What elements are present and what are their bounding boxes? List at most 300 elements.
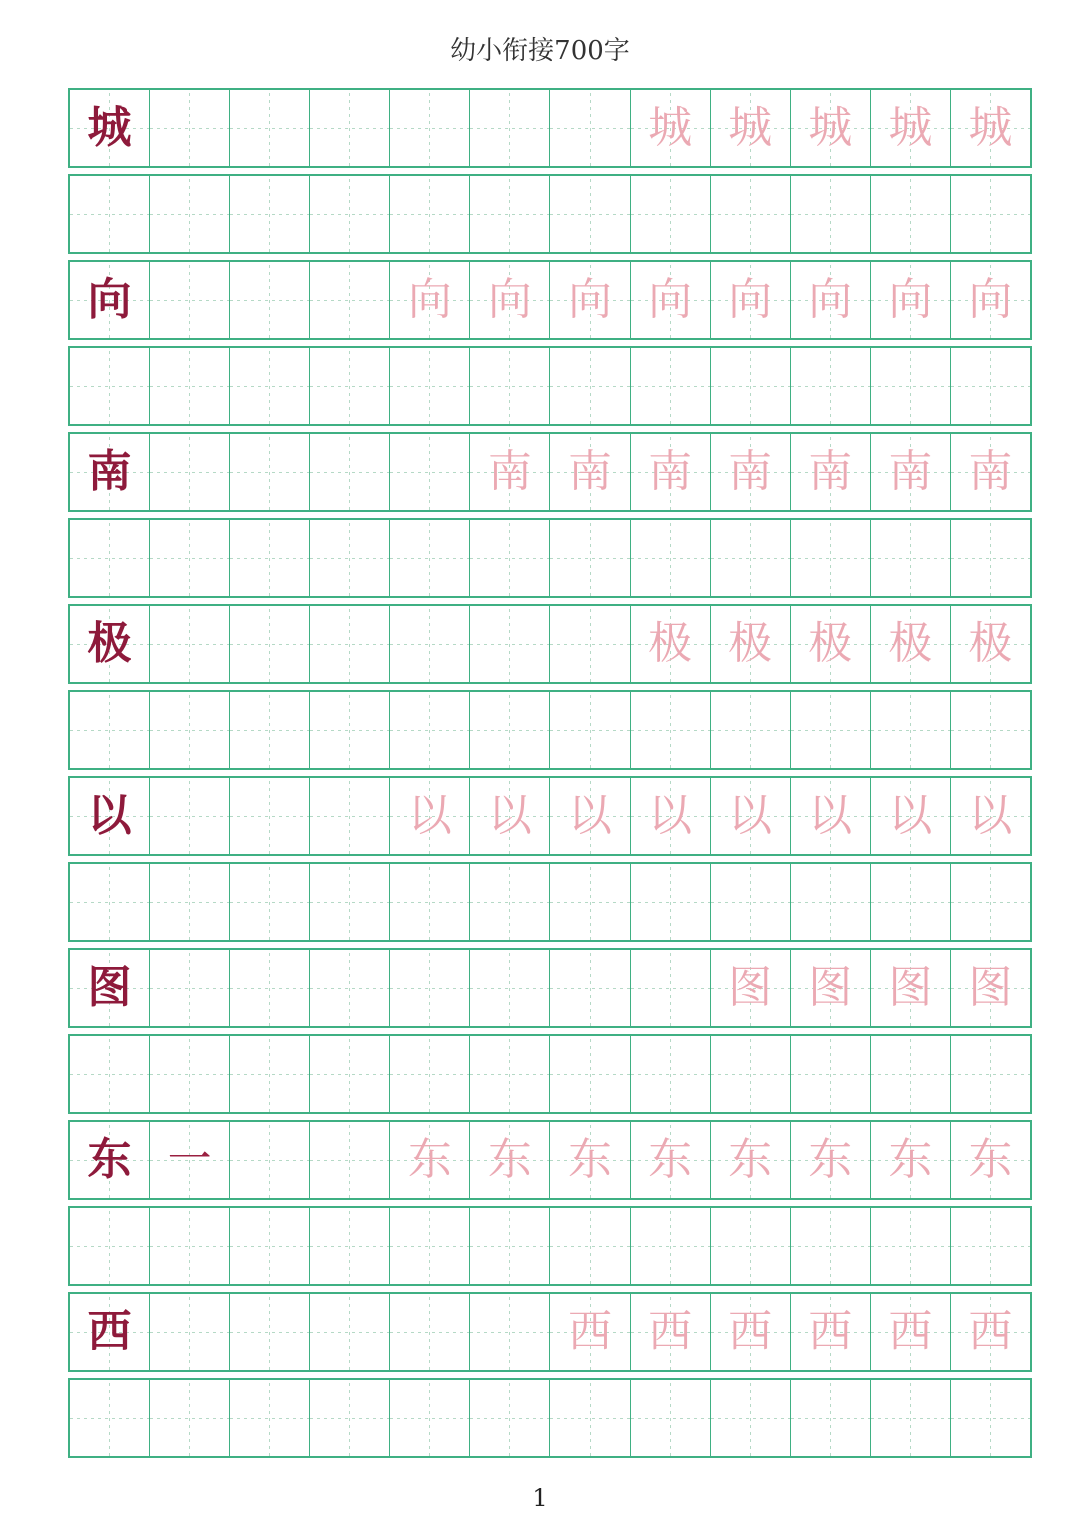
practice-cell[interactable] [871, 520, 951, 596]
stroke-order-row [68, 1292, 1032, 1372]
practice-cell[interactable] [150, 1036, 230, 1112]
practice-cell[interactable] [871, 348, 951, 424]
stroke-order-row [68, 776, 1032, 856]
main-char: 城 [87, 102, 132, 153]
stroke-step-char [230, 606, 309, 682]
stroke-step-char: 南 [568, 446, 612, 497]
stroke-step-cell [230, 778, 310, 854]
practice-cell[interactable] [791, 692, 871, 768]
stroke-step-char: 以 [888, 790, 933, 841]
stroke-step-cell [711, 90, 791, 166]
stroke-step-char [310, 1294, 389, 1370]
practice-cell[interactable] [150, 176, 230, 252]
stroke-step-cell [791, 950, 871, 1026]
stroke-step-char: 一 [167, 1134, 212, 1185]
stroke-step-cell [150, 950, 230, 1026]
stroke-step-cell [951, 778, 1030, 854]
stroke-step-cell [711, 262, 791, 338]
stroke-step-cell [470, 1122, 550, 1198]
practice-cell[interactable] [150, 1208, 230, 1284]
stroke-step-cell [470, 778, 550, 854]
stroke-step-char [470, 950, 549, 1026]
stroke-step-char [550, 90, 629, 166]
practice-cell[interactable] [230, 520, 310, 596]
practice-cell[interactable] [150, 864, 230, 940]
practice-cell[interactable] [230, 692, 310, 768]
stroke-step-char [150, 606, 229, 682]
stroke-step-cell [550, 90, 630, 166]
practice-cell[interactable] [951, 1208, 1030, 1284]
practice-cell[interactable] [390, 1380, 470, 1456]
practice-cell[interactable] [631, 1208, 711, 1284]
stroke-step-cell [871, 606, 951, 682]
stroke-step-char: 城 [648, 102, 693, 153]
stroke-step-char [390, 606, 469, 682]
stroke-step-cell [390, 1294, 470, 1370]
practice-row [68, 346, 1032, 426]
practice-cell[interactable] [310, 1036, 390, 1112]
stroke-step-char: 东 [888, 1134, 933, 1185]
practice-cell[interactable] [470, 864, 550, 940]
practice-cell[interactable] [711, 348, 791, 424]
stroke-step-char [310, 950, 389, 1026]
practice-cell[interactable] [631, 1036, 711, 1112]
stroke-step-cell [550, 1122, 630, 1198]
stroke-step-char [150, 90, 229, 166]
stroke-order-row [68, 1120, 1032, 1200]
practice-cell[interactable] [470, 1380, 550, 1456]
practice-cell[interactable] [871, 1036, 951, 1112]
practice-cell[interactable] [470, 692, 550, 768]
stroke-step-cell [951, 1122, 1030, 1198]
main-char-cell [70, 778, 150, 854]
practice-cell[interactable] [230, 864, 310, 940]
practice-row [68, 862, 1032, 942]
practice-cell[interactable] [951, 176, 1030, 252]
stroke-step-cell [230, 606, 310, 682]
stroke-step-cell [631, 434, 711, 510]
stroke-step-char: 城 [968, 102, 1013, 153]
stroke-step-char: 城 [888, 102, 933, 153]
practice-grid [68, 88, 1032, 1464]
practice-cell[interactable] [310, 1380, 390, 1456]
stroke-step-char: 南 [648, 446, 693, 497]
stroke-step-cell [791, 434, 871, 510]
practice-cell[interactable] [550, 1208, 630, 1284]
stroke-step-cell [791, 262, 871, 338]
stroke-step-cell [951, 606, 1030, 682]
stroke-step-cell [711, 778, 791, 854]
stroke-step-char [230, 1122, 309, 1198]
stroke-step-cell [951, 1294, 1030, 1370]
stroke-step-char [230, 90, 309, 166]
stroke-step-char: 西 [968, 1306, 1013, 1357]
stroke-step-char: 向 [568, 274, 612, 325]
practice-cell[interactable] [791, 348, 871, 424]
stroke-step-char: 极 [728, 618, 773, 669]
practice-cell[interactable] [951, 520, 1030, 596]
practice-cell[interactable] [390, 348, 470, 424]
practice-cell[interactable] [711, 1208, 791, 1284]
practice-cell[interactable] [871, 692, 951, 768]
practice-cell[interactable] [631, 1380, 711, 1456]
practice-row [68, 690, 1032, 770]
stroke-step-cell [470, 434, 550, 510]
practice-cell[interactable] [550, 176, 630, 252]
main-char: 以 [87, 790, 132, 841]
stroke-step-char: 极 [968, 618, 1013, 669]
stroke-step-cell [310, 90, 390, 166]
stroke-step-cell [550, 434, 630, 510]
main-char: 向 [87, 274, 132, 325]
stroke-step-char [550, 950, 629, 1026]
stroke-step-cell [631, 950, 711, 1026]
stroke-step-cell [871, 90, 951, 166]
main-char-cell [70, 950, 150, 1026]
practice-cell[interactable] [310, 520, 390, 596]
stroke-step-char [230, 262, 309, 338]
practice-cell[interactable] [550, 348, 630, 424]
practice-cell[interactable] [390, 864, 470, 940]
stroke-step-char [310, 606, 389, 682]
practice-cell[interactable] [711, 1036, 791, 1112]
stroke-step-char: 向 [728, 274, 773, 325]
practice-cell[interactable] [711, 520, 791, 596]
main-char-cell [70, 1294, 150, 1370]
stroke-step-cell [711, 1122, 791, 1198]
stroke-step-char [390, 950, 469, 1026]
stroke-step-cell [230, 90, 310, 166]
stroke-step-char: 极 [648, 618, 693, 669]
stroke-step-char [150, 950, 229, 1026]
stroke-step-cell [390, 950, 470, 1026]
practice-cell[interactable] [470, 176, 550, 252]
stroke-step-char: 以 [648, 790, 693, 841]
stroke-step-char: 南 [487, 446, 532, 497]
stroke-step-cell [390, 434, 470, 510]
practice-cell[interactable] [711, 692, 791, 768]
stroke-step-char [470, 1294, 549, 1370]
practice-cell[interactable] [390, 1208, 470, 1284]
practice-cell[interactable] [150, 348, 230, 424]
stroke-step-char [310, 90, 389, 166]
stroke-step-cell [871, 1294, 951, 1370]
practice-cell[interactable] [550, 692, 630, 768]
main-char: 南 [87, 446, 132, 497]
stroke-step-cell [230, 434, 310, 510]
practice-cell[interactable] [150, 520, 230, 596]
practice-cell[interactable] [70, 520, 150, 596]
stroke-step-char [310, 262, 389, 338]
stroke-step-cell [871, 1122, 951, 1198]
stroke-order-row [68, 260, 1032, 340]
practice-cell[interactable] [550, 864, 630, 940]
stroke-step-cell [631, 606, 711, 682]
stroke-step-char [230, 434, 309, 510]
stroke-step-cell [230, 950, 310, 1026]
stroke-step-cell [310, 262, 390, 338]
stroke-step-char: 东 [648, 1134, 693, 1185]
practice-cell[interactable] [791, 1036, 871, 1112]
page-number: 1 [532, 1484, 548, 1512]
practice-cell[interactable] [470, 520, 550, 596]
practice-cell[interactable] [550, 520, 630, 596]
stroke-step-char: 东 [808, 1134, 853, 1185]
stroke-step-cell [791, 1294, 871, 1370]
stroke-step-cell [871, 262, 951, 338]
practice-cell[interactable] [310, 1208, 390, 1284]
stroke-step-char [470, 90, 549, 166]
practice-cell[interactable] [310, 348, 390, 424]
stroke-step-char: 向 [407, 274, 452, 325]
stroke-step-char: 以 [808, 790, 853, 841]
main-char: 图 [87, 962, 132, 1013]
practice-cell[interactable] [470, 1208, 550, 1284]
stroke-order-row [68, 604, 1032, 684]
practice-cell[interactable] [711, 864, 791, 940]
stroke-step-char: 向 [808, 274, 853, 325]
practice-cell[interactable] [631, 692, 711, 768]
practice-cell[interactable] [631, 520, 711, 596]
stroke-step-char [631, 950, 710, 1026]
practice-row [68, 1206, 1032, 1286]
stroke-step-cell [711, 1294, 791, 1370]
practice-cell[interactable] [150, 692, 230, 768]
stroke-step-cell [951, 90, 1030, 166]
practice-cell[interactable] [951, 348, 1030, 424]
stroke-step-char: 东 [728, 1134, 773, 1185]
practice-cell[interactable] [230, 1036, 310, 1112]
stroke-step-char [230, 1294, 309, 1370]
stroke-step-char: 向 [968, 274, 1013, 325]
stroke-step-cell [871, 778, 951, 854]
stroke-step-char: 城 [808, 102, 853, 153]
practice-cell[interactable] [550, 1036, 630, 1112]
stroke-step-char [390, 90, 469, 166]
stroke-step-char: 以 [728, 790, 773, 841]
stroke-step-cell [871, 434, 951, 510]
stroke-step-char: 西 [888, 1306, 933, 1357]
stroke-step-cell [390, 778, 470, 854]
practice-cell[interactable] [631, 348, 711, 424]
stroke-step-char: 东 [568, 1134, 612, 1185]
practice-cell[interactable] [310, 176, 390, 252]
stroke-step-cell [871, 950, 951, 1026]
main-char-cell [70, 434, 150, 510]
practice-cell[interactable] [70, 176, 150, 252]
practice-cell[interactable] [310, 692, 390, 768]
stroke-step-char: 向 [648, 274, 693, 325]
stroke-step-char: 东 [407, 1134, 452, 1185]
stroke-step-char: 南 [728, 446, 773, 497]
stroke-step-char: 西 [808, 1306, 853, 1357]
stroke-step-cell [791, 1122, 871, 1198]
practice-cell[interactable] [951, 864, 1030, 940]
stroke-step-char [470, 606, 549, 682]
practice-cell[interactable] [70, 1036, 150, 1112]
stroke-step-char [150, 262, 229, 338]
practice-cell[interactable] [70, 348, 150, 424]
stroke-step-cell [150, 90, 230, 166]
stroke-step-char: 极 [808, 618, 853, 669]
stroke-step-cell [150, 778, 230, 854]
stroke-step-cell [631, 1122, 711, 1198]
practice-cell[interactable] [310, 864, 390, 940]
stroke-step-cell [150, 262, 230, 338]
practice-cell[interactable] [951, 692, 1030, 768]
stroke-step-cell [150, 1122, 230, 1198]
stroke-step-cell [711, 950, 791, 1026]
stroke-step-cell [631, 90, 711, 166]
stroke-step-cell [470, 950, 550, 1026]
practice-cell[interactable] [711, 1380, 791, 1456]
stroke-step-cell [951, 262, 1030, 338]
stroke-step-cell [711, 606, 791, 682]
practice-cell[interactable] [70, 1380, 150, 1456]
stroke-step-cell [230, 1294, 310, 1370]
stroke-step-char [550, 606, 629, 682]
practice-cell[interactable] [631, 864, 711, 940]
practice-cell[interactable] [70, 692, 150, 768]
practice-cell[interactable] [390, 692, 470, 768]
stroke-step-cell [310, 1294, 390, 1370]
stroke-step-cell [550, 606, 630, 682]
stroke-step-char: 西 [648, 1306, 693, 1357]
stroke-step-char: 西 [568, 1306, 612, 1357]
stroke-step-cell [631, 1294, 711, 1370]
practice-cell[interactable] [871, 176, 951, 252]
stroke-step-cell [550, 950, 630, 1026]
stroke-step-cell [310, 778, 390, 854]
stroke-step-cell [711, 434, 791, 510]
practice-cell[interactable] [150, 1380, 230, 1456]
stroke-step-char: 东 [487, 1134, 532, 1185]
stroke-step-char [310, 778, 389, 854]
main-char: 东 [87, 1134, 132, 1185]
stroke-step-char: 以 [487, 790, 532, 841]
stroke-step-char: 图 [968, 962, 1013, 1013]
stroke-step-cell [230, 1122, 310, 1198]
practice-cell[interactable] [871, 864, 951, 940]
stroke-step-char: 南 [888, 446, 933, 497]
main-char: 极 [87, 618, 132, 669]
stroke-step-cell [310, 950, 390, 1026]
practice-row [68, 1378, 1032, 1458]
stroke-step-char: 以 [968, 790, 1013, 841]
stroke-step-char: 西 [728, 1306, 773, 1357]
practice-cell[interactable] [70, 1208, 150, 1284]
stroke-step-cell [230, 262, 310, 338]
stroke-step-cell [150, 434, 230, 510]
stroke-order-row [68, 432, 1032, 512]
practice-cell[interactable] [70, 864, 150, 940]
stroke-step-char: 以 [407, 790, 452, 841]
practice-cell[interactable] [631, 176, 711, 252]
stroke-step-char [230, 778, 309, 854]
stroke-step-char [150, 434, 229, 510]
practice-cell[interactable] [230, 348, 310, 424]
practice-cell[interactable] [791, 1208, 871, 1284]
stroke-step-char: 极 [888, 618, 933, 669]
stroke-step-char: 以 [568, 790, 612, 841]
stroke-step-cell [951, 434, 1030, 510]
practice-cell[interactable] [390, 1036, 470, 1112]
stroke-step-cell [550, 262, 630, 338]
practice-cell[interactable] [470, 348, 550, 424]
stroke-step-cell [631, 778, 711, 854]
stroke-step-cell [150, 606, 230, 682]
practice-cell[interactable] [791, 520, 871, 596]
stroke-step-char: 城 [728, 102, 773, 153]
stroke-step-char [230, 950, 309, 1026]
main-char-cell [70, 90, 150, 166]
stroke-step-cell [470, 1294, 550, 1370]
stroke-step-char [390, 434, 469, 510]
practice-row [68, 174, 1032, 254]
practice-cell[interactable] [791, 176, 871, 252]
practice-cell[interactable] [711, 176, 791, 252]
stroke-step-char: 图 [808, 962, 853, 1013]
stroke-step-cell [550, 778, 630, 854]
main-char-cell [70, 606, 150, 682]
stroke-step-char: 南 [808, 446, 853, 497]
stroke-step-char: 向 [888, 274, 933, 325]
stroke-step-cell [791, 90, 871, 166]
stroke-step-char [150, 1294, 229, 1370]
stroke-step-char [150, 778, 229, 854]
practice-cell[interactable] [550, 1380, 630, 1456]
practice-cell[interactable] [791, 1380, 871, 1456]
stroke-step-cell [310, 1122, 390, 1198]
stroke-step-cell [390, 262, 470, 338]
practice-cell[interactable] [791, 864, 871, 940]
stroke-step-cell [390, 1122, 470, 1198]
stroke-step-char: 南 [968, 446, 1013, 497]
practice-row [68, 518, 1032, 598]
stroke-step-cell [631, 262, 711, 338]
practice-cell[interactable] [390, 176, 470, 252]
main-char: 西 [87, 1306, 132, 1357]
stroke-step-char: 图 [728, 962, 773, 1013]
stroke-step-cell [390, 606, 470, 682]
main-char-cell [70, 1122, 150, 1198]
stroke-order-row [68, 948, 1032, 1028]
practice-cell[interactable] [871, 1208, 951, 1284]
practice-cell[interactable] [230, 1208, 310, 1284]
stroke-step-char: 东 [968, 1134, 1013, 1185]
practice-cell[interactable] [230, 1380, 310, 1456]
stroke-step-char: 图 [888, 962, 933, 1013]
practice-cell[interactable] [951, 1380, 1030, 1456]
stroke-step-cell [470, 606, 550, 682]
stroke-step-char [310, 1122, 389, 1198]
stroke-order-row [68, 88, 1032, 168]
practice-cell[interactable] [951, 1036, 1030, 1112]
stroke-step-cell [550, 1294, 630, 1370]
stroke-step-char [390, 1294, 469, 1370]
stroke-step-cell [390, 90, 470, 166]
page-title: 幼小衔接700字 [450, 36, 630, 66]
stroke-step-cell [791, 606, 871, 682]
practice-cell[interactable] [230, 176, 310, 252]
practice-cell[interactable] [390, 520, 470, 596]
practice-cell[interactable] [470, 1036, 550, 1112]
practice-cell[interactable] [871, 1380, 951, 1456]
stroke-step-cell [150, 1294, 230, 1370]
stroke-step-char: 向 [487, 274, 532, 325]
stroke-step-char [310, 434, 389, 510]
practice-row [68, 1034, 1032, 1114]
